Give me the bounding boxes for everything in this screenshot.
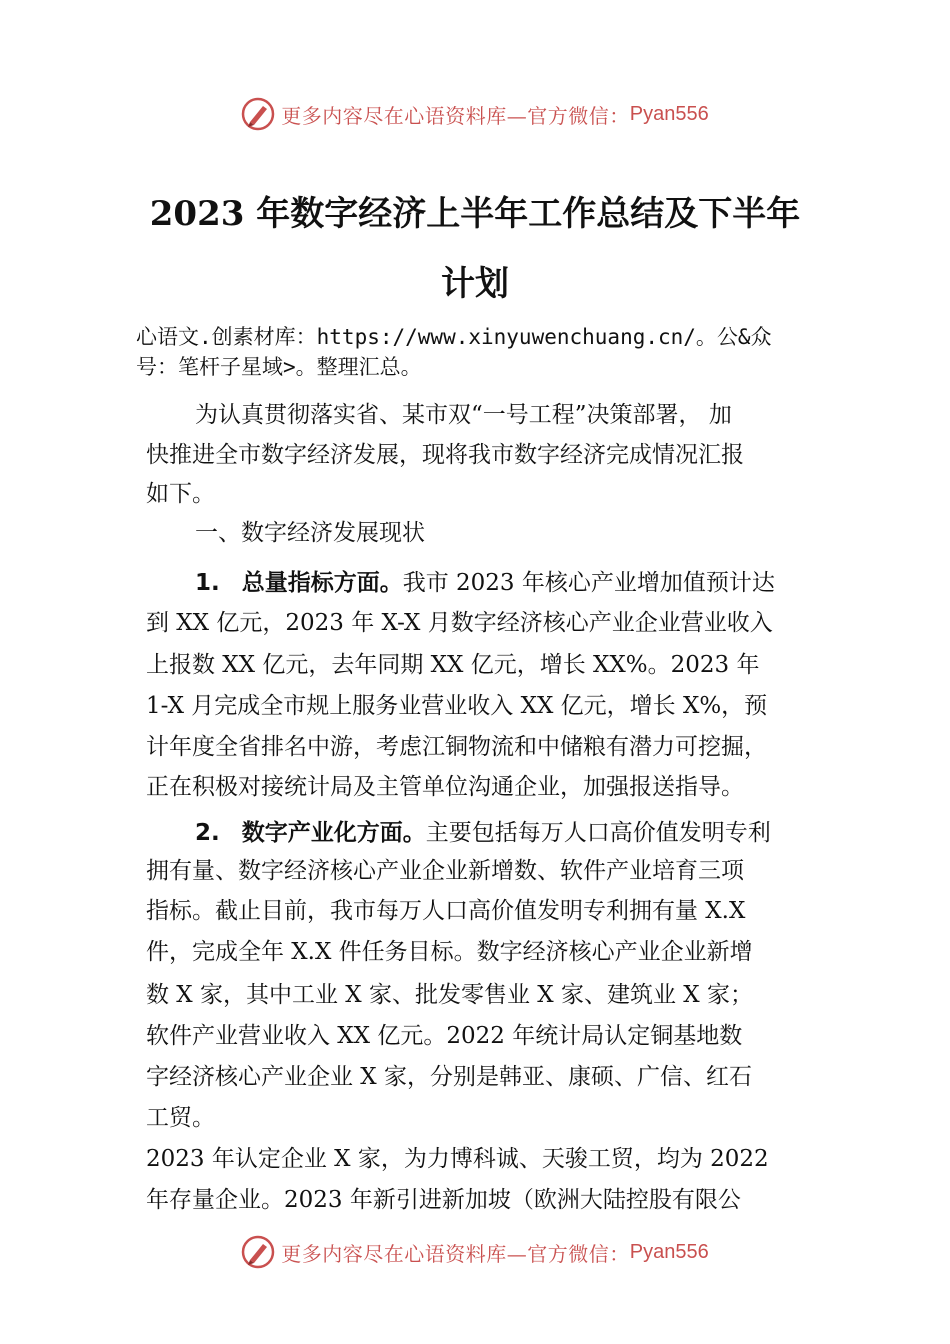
pen-logo-icon (241, 97, 275, 131)
item1-line: 正在积极对接统计局及主管单位沟通企业，加强报送指导。 (146, 774, 744, 800)
intro-line-3: 如下。 (146, 481, 215, 507)
page-title-line-2: 计划 (441, 264, 509, 304)
item2-line: 数 X 家，其中工业 X 家、批发零售业 X 家、建筑业 X 家； (146, 982, 753, 1008)
item1-line: 到 XX 亿元，2023 年 X-X 月数字经济核心产业企业营业收入 (146, 610, 773, 636)
item1-bold-title: 总量指标方面。 (241, 570, 403, 596)
source-line-1: 心语文.创素材库：https://www.xinyuwenchuang.cn/。公&众 (136, 325, 772, 349)
item1-first-text: 我市 2023 年核心产业增加值预计达 (402, 570, 775, 596)
banner-text: 更多内容尽在心语资料库—官方微信： (281, 1241, 630, 1266)
item1-first-line (195, 568, 775, 598)
item2-line: 拥有量、数字经济核心产业企业新增数、软件产业培育三项 (146, 858, 744, 884)
item2-line: 2023 年认定企业 X 家，为力博科诚、天骏工贸，均为 2022 (146, 1146, 769, 1172)
item1-line: 上报数 XX 亿元，去年同期 XX 亿元，增长 XX%。2023 年 (146, 652, 760, 678)
page-title-line-1: 2023 年数字经济上半年工作总结及下半年 (149, 194, 801, 234)
item1-line: 1-X 月完成全市规上服务业营业收入 XX 亿元，增长 X%，预 (146, 693, 768, 719)
item2-line: 软件产业营业收入 XX 亿元。2022 年统计局认定铜基地数 (146, 1023, 743, 1049)
item2-line: 字经济核心产业企业 X 家，分别是韩亚、康硕、广信、红石 (146, 1064, 752, 1090)
pen-logo-icon (241, 1235, 275, 1269)
item2-first-line (195, 818, 771, 848)
item1-line: 计年度全省排名中游，考虑江铜物流和中储粮有潜力可挖掘， (146, 734, 767, 760)
item2-line: 年存量企业。2023 年新引进新加坡（欧洲大陆控股有限公 (146, 1187, 741, 1213)
footer-banner (0, 1232, 950, 1272)
item2-first-text: 主要包括每万人口高价值发明专利 (425, 820, 771, 846)
section-heading: 一、数字经济发展现状 (195, 520, 425, 546)
intro-line-1: 为认真贯彻落实省、某市双“一号工程”决策部署， 加 (195, 402, 732, 428)
source-line-2: 号：笔杆子星域>。整理汇总。 (136, 355, 422, 379)
item2-line: 件，完成全年 X.X 件任务目标。数字经济核心产业企业新增 (146, 939, 753, 965)
banner-wechat-id: Pyan556 (629, 1240, 709, 1263)
item1-number: 1. (195, 570, 220, 596)
item2-line: 指标。截止目前，我市每万人口高价值发明专利拥有量 X.X (146, 898, 746, 924)
item2-bold-title: 数字产业化方面。 (241, 820, 426, 846)
banner-text: 更多内容尽在心语资料库—官方微信： (281, 103, 630, 128)
banner-wechat-id: Pyan556 (629, 102, 709, 125)
header-banner (0, 94, 950, 134)
item2-line: 工贸。 (146, 1105, 215, 1131)
intro-line-2: 快推进全市数字经济发展，现将我市数字经济完成情况汇报 (146, 442, 744, 468)
item2-number: 2. (195, 820, 220, 846)
